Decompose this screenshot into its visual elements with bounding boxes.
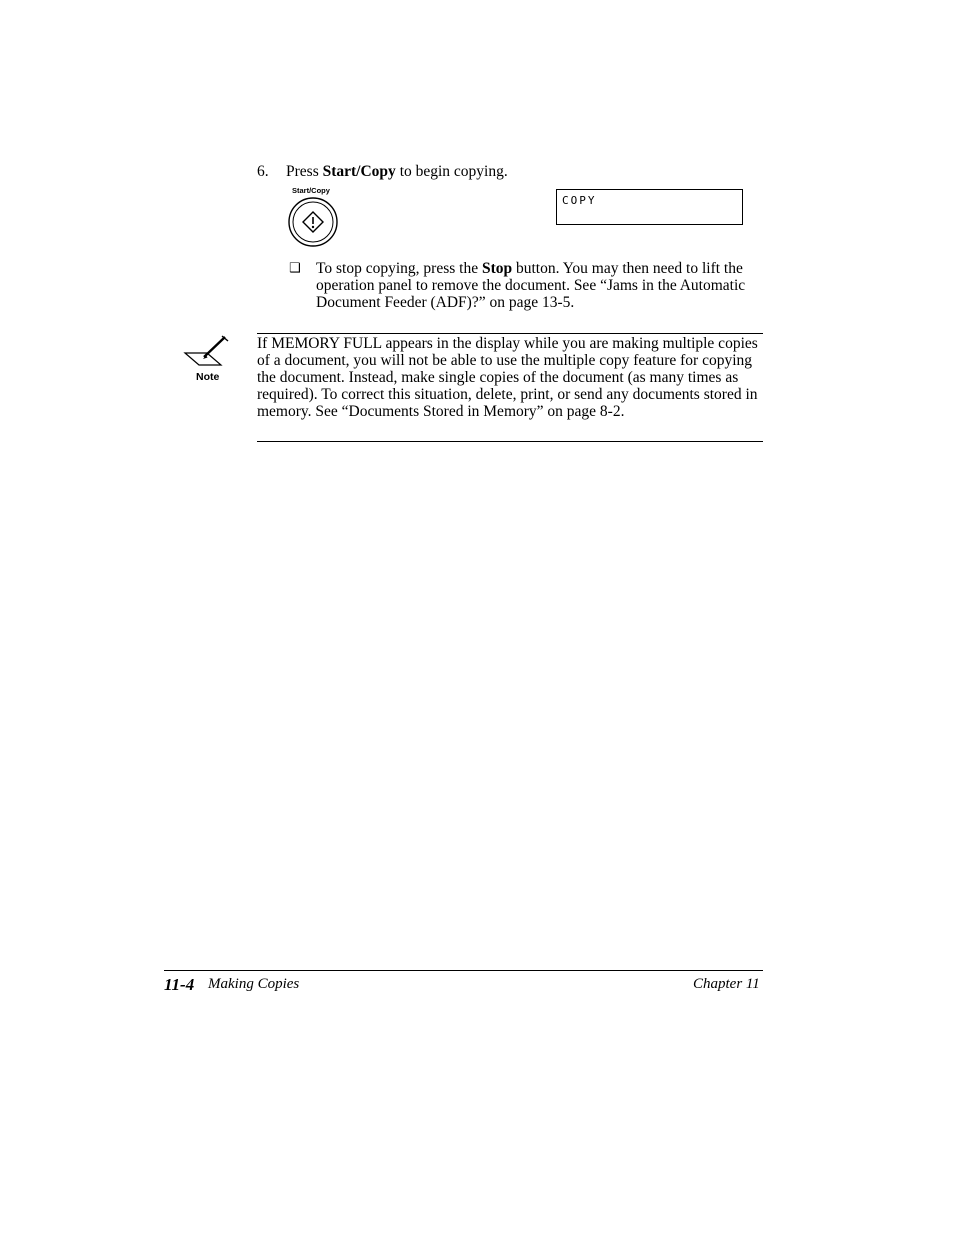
footer-section-title: Making Copies bbox=[208, 976, 300, 992]
note-label: Note bbox=[196, 371, 220, 383]
note-pencil-icon bbox=[183, 335, 231, 371]
bullet-text-after: button. You may then need to lift the operation panel to remove the document. See “Jams in the Automatic Document Feeder (ADF)?” on page 13-5. bbox=[316, 260, 746, 311]
note-top-rule bbox=[257, 333, 763, 334]
footer-page-number: 11-4 bbox=[164, 975, 195, 994]
bullet-text-before: To stop copying, press the bbox=[316, 260, 482, 277]
step-instruction bbox=[286, 163, 508, 180]
step-text-after: to begin copying. bbox=[395, 163, 508, 180]
note-text: If MEMORY FULL appears in the display while you are making multiple copies of a document, you will not be able to use the multiple copy feature for copying the document. Instead, make single copies of the document (as many times as required). To correct this situation, delete, print, or send any documents stored in memory. See “Documents Stored in Memory” on page 8-2. bbox=[257, 335, 758, 420]
start-copy-key bbox=[287, 196, 339, 248]
footer-rule bbox=[164, 970, 763, 971]
step-key-name: Start/Copy bbox=[322, 163, 396, 180]
bullet-text bbox=[316, 260, 764, 311]
start-copy-key-label: Start/Copy bbox=[292, 186, 330, 195]
lcd-display bbox=[556, 189, 743, 225]
start-diamond-icon bbox=[303, 212, 323, 232]
step-text-before: Press bbox=[286, 163, 323, 180]
bullet-key-name: Stop bbox=[481, 260, 513, 277]
lcd-display-text: COPY bbox=[562, 194, 597, 207]
footer-chapter: Chapter 11 bbox=[693, 976, 760, 992]
bullet-checkbox-icon: ❑ bbox=[289, 261, 301, 276]
step-number: 6. bbox=[257, 163, 269, 180]
note-bottom-rule bbox=[257, 441, 763, 442]
